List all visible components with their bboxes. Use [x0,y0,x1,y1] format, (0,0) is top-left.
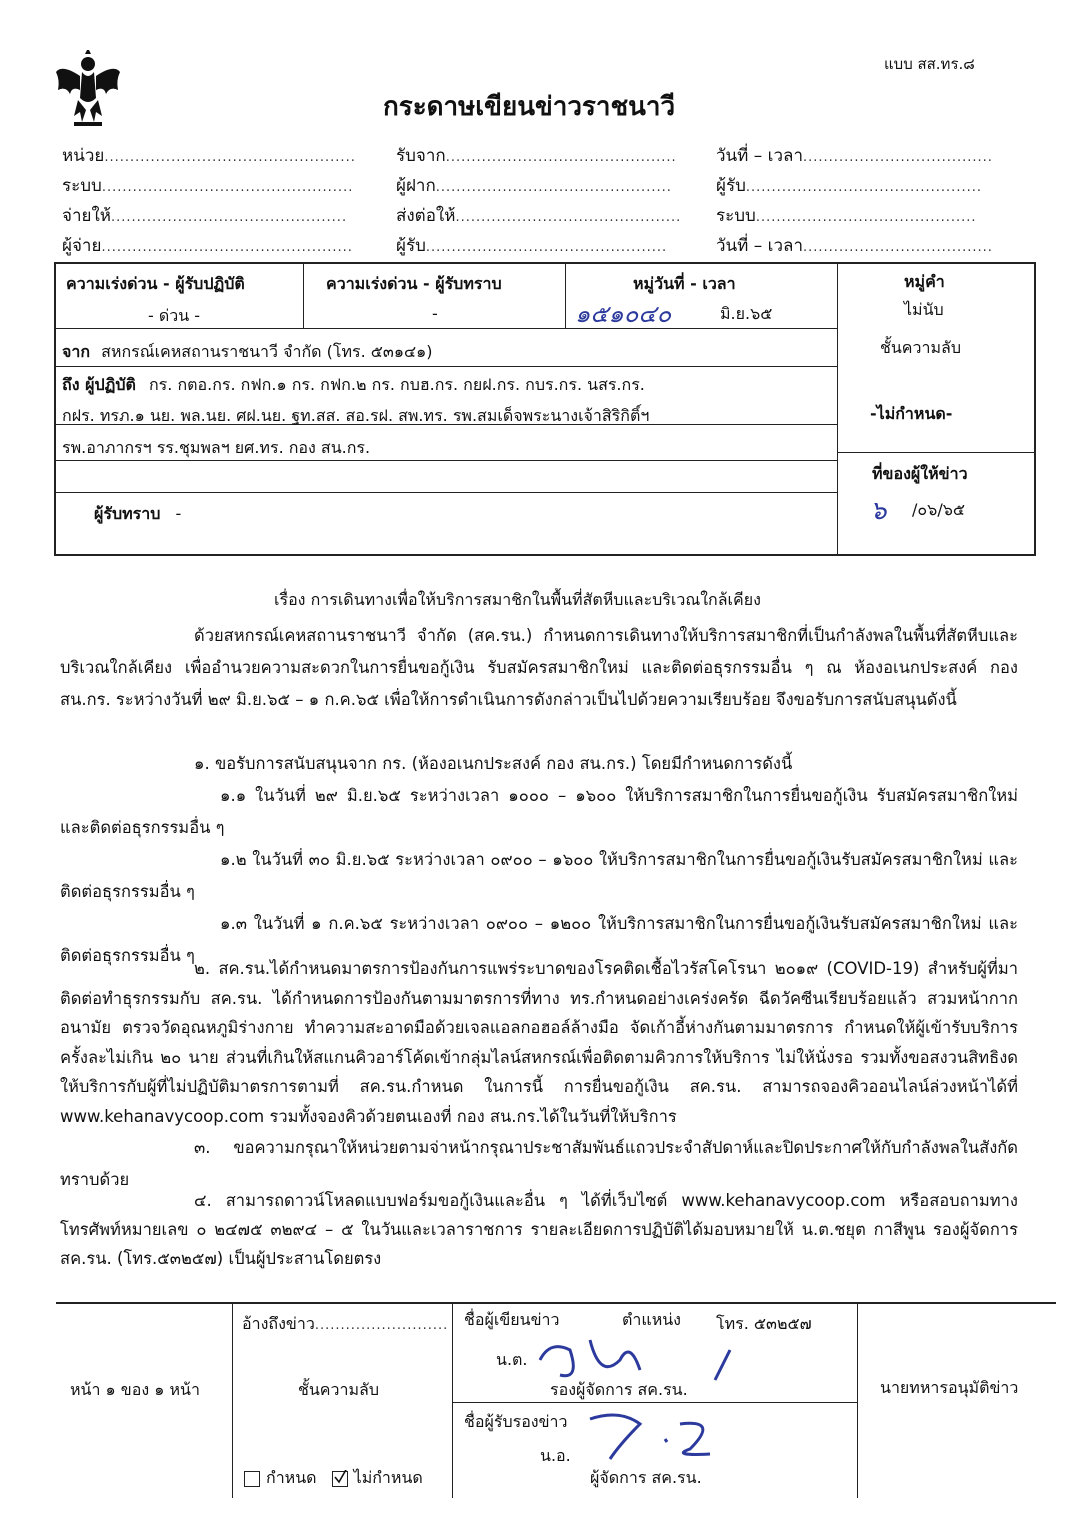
paragraph-1: ๑. ขอรับการสนับสนุนจาก กร. (ห้องอเนกประสงค์ กอง สน.กร.) โดยมีกำหนดการดังนี้ [194,754,793,773]
info-value: - [175,504,182,523]
classification-label: ชั้นความลับ [880,338,961,357]
paragraph-3: ๓. ขอความกรุณาให้หน่วยตามจ่าหน้ากรุณาประชาสัมพันธ์แถวประจำสัปดาห์และปิดประกาศให้กับกำลังพลในสังกัดทราบด้วย [60,1138,1018,1189]
to-label: ถึง ผู้ปฏิบัติ [62,375,136,394]
writer-rank: น.ต. [496,1350,528,1369]
urgency-info-value: - [432,304,438,323]
subject: เรื่อง การเดินทางเพื่อให้บริการสมาชิกในพื้นที่สัตหีบและบริเวณใกล้เคียง [274,590,761,609]
position-label: ตำแหน่ง [622,1310,681,1329]
unit-label: หน่วย [62,146,105,166]
certifier-position: ผู้จัดการ สค.รน. [590,1468,702,1487]
group-count-value: ไม่นับ [904,300,944,319]
to-line1: กร. กตอ.กร. กฟก.๑ กร. กฟก.๒ กร. กบฮ.กร. กยฝ.กร. กบร.กร. นสร.กร. [148,375,645,394]
info-label: ผู้รับทราบ [94,504,161,523]
receiver-label: ผู้รับ [396,236,426,256]
datetime-label: วันที่ – เวลา [716,146,804,166]
undefined-checkbox[interactable] [332,1471,348,1487]
dtg-handwritten: ๑๕๑๐๔๐ [575,300,672,328]
writer-position: รองผู้จัดการ สค.รน. [550,1380,688,1399]
payer-label: ผู้จ่าย [62,236,102,256]
depositor-label: ผู้ฝาก [396,176,436,196]
paragraph-4: ๔. สามารถดาวน์โหลดแบบฟอร์มขอกู้เงินและอื่น ๆ ได้ที่เว็บไซต์ www.kehanavycoop.com หรือสอบถามทางโทรศัพท์หมายเลข ๐ ๒๔๗๕ ๓๒๙๔ – ๕ ในวันและเวลาราชการ รายละเอียดการปฏิบัติได้มอบหมายให้ น.ต.ชยุต กาสีพูน รองผู้จัดการ สค.รน. (โทร.๕๓๒๕๗) เป็นผู้ประสานโดยตรง [60,1191,1018,1268]
writer-phone: โทร. ๕๓๒๕๗ [716,1314,812,1333]
pay-to-label: จ่ายให้ [62,206,111,226]
garuda-emblem [52,50,124,130]
writer-label: ชื่อผู้เขียนข่าว [464,1310,560,1329]
to-line3: รพ.อาภากรฯ รร.ชุมพลฯ ยศ.ทร. กอง สน.กร. [62,438,371,457]
undefined-option: ไม่กำหนด [353,1468,423,1487]
originator-ref-value: /๐๖/๖๕ [912,500,965,519]
group-count-label: หมู่คำ [904,272,945,291]
certifier-signature [570,1404,730,1468]
datetime2-label: วันที่ – เวลา [716,236,804,256]
paragraph-2: ๒. สค.รน.ได้กำหนดมาตรการป้องกันการแพร่ระบาดของโรคติดเชื้อไวรัสโคโรนา ๒๐๑๙ (COVID-19) สำหรับผู้ที่มาติดต่อทำธุรกรรมกับ สค.รน. ได้กำหนดการป้องกันตามมาตรการที่ทาง ทร.กำหนดอย่างเคร่งครัด ฉีดวัคซีนเรียบร้อยแล้ว สวมหน้ากากอนามัย ตรวจวัดอุณหภูมิร่างกาย ทำความสะอาดมือด้วยเจลแอลกอฮอล์ล้างมือ จัดเก้าอี้ห่างกันตามมาตรการ กำหนดให้ผู้เข้ารับบริการครั้งละไม่เกิน ๒๐ นาย ส่วนที่เกินให้สแกนคิวอาร์โค้ดเข้ากลุ่มไลน์สหกรณ์เพื่อติดตามคิวการให้บริการ ไม่ให้นั่งรอ รวมทั้งขอสงวนสิทธิงดให้บริการกับผู้ที่ไม่ปฏิบัติมาตรการตามที่ สค.รน.กำหนด ในการนี้ การยื่นขอกู้เงิน สค.รน. สามารถจองคิวออนไลน์ล่วงหน้าได้ที่ www.kehanavycoop.com รวมทั้งจองคิวด้วยตนเองที่ กอง สน.กร.ได้ในวันที่ให้บริการ [60,959,1018,1126]
ref-label: อ้างถึงข่าว [242,1314,315,1333]
urgency-info-label: ความเร่งด่วน - ผู้รับทราบ [326,274,502,293]
urgency-action-value: - ด่วน - [148,306,201,325]
dtg-month: มิ.ย.๖๕ [720,304,773,323]
defined-option: กำหนด [266,1468,317,1487]
originator-ref-label: ที่ของผู้ให้ข่าว [872,464,968,483]
received-from-label: รับจาก [396,146,446,166]
page-title: กระดาษเขียนข่าวราชนาวี [383,92,676,122]
system2-label: ระบบ [716,206,756,226]
form-code: แบบ สส.ทร.๘ [884,55,975,73]
forward-to-label: ส่งต่อให้ [396,206,456,226]
urgency-action-label: ความเร่งด่วน - ผู้รับปฏิบัติ [66,274,245,293]
page-number: หน้า ๑ ของ ๑ หน้า [70,1380,200,1399]
intro-paragraph: ด้วยสหกรณ์เคหสถานราชนาวี จำกัด (สค.รน.) กำหนดการเดินทางให้บริการสมาชิกที่เป็นกำลังพลในพื้นที่สัตหีบและบริเวณใกล้เคียง เพื่ออำนวยความสะดวกในการยื่นขอกู้เงิน รับสมัครสมาชิกใหม่ และติดต่อธุรกรรมอื่น ๆ ณ ห้องอเนกประสงค์ กอง สน.กร. ระหว่างวันที่ ๒๙ มิ.ย.๖๕ – ๑ ก.ค.๖๕ เพื่อให้การดำเนินการดังกล่าวเป็นไปด้วยความเรียบร้อย จึงขอรับการสนับสนุนดังนี้ [60,626,1018,709]
receiver2-label: ผู้รับ [716,176,746,196]
classification-value: -ไม่กำหนด- [870,404,953,423]
system-label: ระบบ [62,176,102,196]
from-label: จาก [62,342,91,361]
paragraph-1-1: ๑.๑ ในวันที่ ๒๙ มิ.ย.๖๕ ระหว่างเวลา ๑๐๐๐ – ๑๖๐๐ ให้บริการสมาชิกในการยื่นขอกู้เงิน รับสมัครสมาชิกใหม่ และติดต่อธุรกรรมอื่น ๆ [60,786,1018,837]
footer-classification: ชั้นความลับ [298,1380,379,1399]
paragraph-1-2: ๑.๒ ในวันที่ ๓๐ มิ.ย.๖๕ ระหว่างเวลา ๐๙๐๐ – ๑๖๐๐ ให้บริการสมาชิกในการยื่นขอกู้เงินรับสมัครสมาชิกใหม่ และติดต่อธุรกรรมอื่น ๆ [60,850,1018,901]
dtg-label: หมู่วันที่ - เวลา [633,274,736,293]
paragraph-1-3: ๑.๓ ในวันที่ ๑ ก.ค.๖๕ ระหว่างเวลา ๐๙๐๐ – ๑๒๐๐ ให้บริการสมาชิกในการยื่นขอกู้เงินรับสมัครสมาชิกใหม่ และติดต่อธุรกรรมอื่น ๆ [60,914,1018,965]
originator-ref-handwritten: ๖ [870,496,887,526]
defined-checkbox[interactable] [244,1471,260,1487]
certifier-rank: น.อ. [540,1446,571,1465]
certifier-label: ชื่อผู้รับรองข่าว [464,1412,568,1431]
to-line2: กฝร. ทรภ.๑ นย. พล.นย. ศฝ.นย. ฐท.สส. สอ.รฝ. สพ.ทร. รพ.สมเด็จพระนางเจ้าสิริกิติ์ฯ [62,406,650,425]
from-value: สหกรณ์เคหสถานราชนาวี จำกัด (โทร. ๕๓๑๔๑) [101,342,433,361]
approver-label: นายทหารอนุมัติข่าว [880,1378,1019,1397]
